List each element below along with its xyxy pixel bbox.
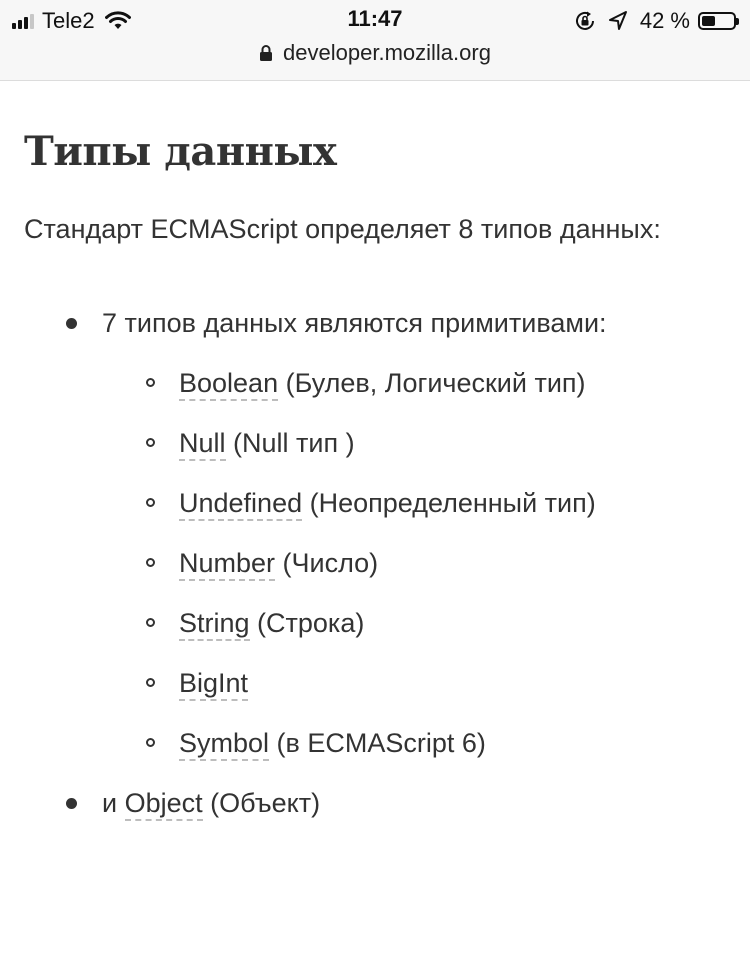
primitive-item-number <box>102 533 734 593</box>
bullet-circle <box>146 558 155 567</box>
link-string[interactable]: String <box>179 608 250 641</box>
primitive-item-bigint <box>102 653 734 713</box>
primitives-label: 7 типов данных являются примитивами: <box>102 308 607 338</box>
bullet-circle <box>146 678 155 687</box>
bullet-disc <box>66 318 77 329</box>
bullet-circle <box>146 498 155 507</box>
battery-percentage: 42 % <box>639 8 690 33</box>
link-undefined[interactable]: Undefined <box>179 488 302 521</box>
bullet-circle <box>146 738 155 747</box>
primitive-desc: (Число) <box>275 548 379 578</box>
link-boolean[interactable]: Boolean <box>179 368 278 401</box>
primitive-desc: (Строка) <box>249 608 365 638</box>
bullet-circle <box>146 618 155 627</box>
data-types-list <box>24 293 734 833</box>
address-bar[interactable] <box>0 40 750 66</box>
link-object[interactable]: Object <box>125 788 203 821</box>
primitives-list <box>102 353 734 773</box>
battery-icon <box>698 12 736 30</box>
primitive-item-symbol <box>102 713 734 773</box>
object-prefix: и <box>102 788 125 818</box>
bullet-circle <box>146 438 155 447</box>
status-bar-right <box>574 8 736 34</box>
lock-icon <box>259 44 273 62</box>
object-desc: (Объект) <box>202 788 321 818</box>
link-null[interactable]: Null <box>179 428 226 461</box>
link-bigint[interactable]: BigInt <box>179 668 248 701</box>
status-bar-time: 11:47 <box>347 6 403 31</box>
link-symbol[interactable]: Symbol <box>179 728 269 761</box>
primitive-item-null <box>102 413 734 473</box>
link-number[interactable]: Number <box>179 548 275 581</box>
primitive-desc: (Булев, Логический тип) <box>278 368 586 398</box>
primitive-desc: (в ECMAScript 6) <box>269 728 486 758</box>
intro-paragraph: Стандарт ECMAScript определяет 8 типов данных: <box>24 214 661 244</box>
location-arrow-icon <box>606 10 632 32</box>
carrier-name: Tele2 <box>42 8 95 33</box>
bullet-circle <box>146 378 155 387</box>
status-bar <box>0 0 750 81</box>
primitive-desc: (Неопределенный тип) <box>302 488 596 518</box>
list-item-primitives <box>24 293 734 773</box>
url-text: developer.mozilla.org <box>283 40 491 65</box>
bullet-disc <box>66 798 77 809</box>
primitive-item-undefined <box>102 473 734 533</box>
page-title: Типы данных <box>24 128 337 175</box>
primitive-item-string <box>102 593 734 653</box>
list-item-object <box>24 773 734 833</box>
primitive-desc: (Null тип ) <box>225 428 355 458</box>
primitive-item-boolean <box>102 353 734 413</box>
orientation-lock-icon <box>574 10 596 32</box>
article-content <box>24 80 734 833</box>
battery-level-fill <box>702 16 715 26</box>
